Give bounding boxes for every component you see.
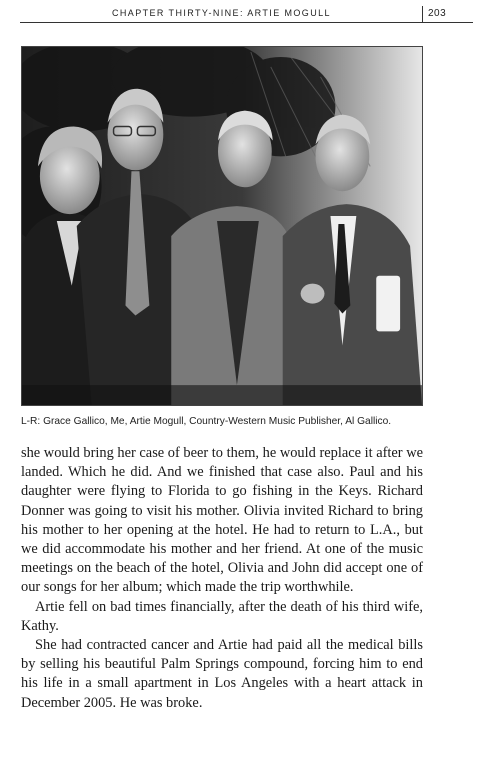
photograph-four-people-icon	[22, 47, 422, 405]
header-divider	[422, 6, 423, 23]
paragraph: Artie fell on bad times financially, after the death of his third wife, Kathy.	[21, 598, 423, 634]
photo-caption: L-R: Grace Gallico, Me, Artie Mogull, Country-Western Music Publisher, Al Gallico.	[21, 416, 392, 427]
paragraph: she would bring her case of beer to them, he would replace it after we landed. Which he did. And we finished that case also. Paul and his daughter were flying to Florida to go fishing in the Keys. Richard Donner was going to visit his mother. Olivia invited Richard to bring his mother to her opening at the hotel. He had to return to L.A., but we did accommodate his mother and her friend. At one of the music meetings on the beach of the hotel, Olivia and John did accept one of our songs for her album; which made the trip worthwhile.	[21, 445, 423, 596]
group-photograph	[21, 46, 423, 406]
chapter-title: CHAPTER THIRTY-NINE: ARTIE MOGULL	[112, 8, 331, 18]
header-rule	[20, 22, 473, 23]
body-text	[21, 444, 423, 713]
running-head	[20, 6, 473, 24]
page-number: 203	[428, 8, 447, 19]
paragraph: She had contracted cancer and Artie had paid all the medical bills by selling his beautiful Palm Springs compound, forcing him to end his life in a small apartment in Los Angeles with a heart attack in December 2005. He was broke.	[21, 637, 423, 711]
